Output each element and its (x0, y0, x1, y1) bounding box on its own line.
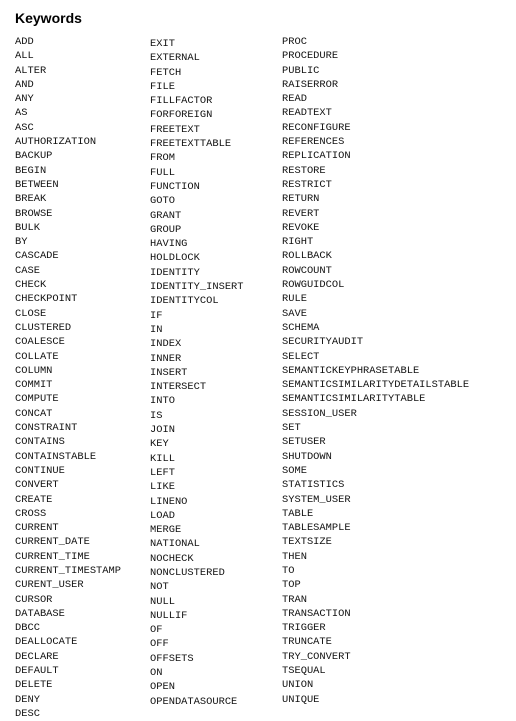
keyword-item: CONSTRAINT (15, 422, 78, 435)
keyword-item: ASC (15, 121, 34, 134)
keyword-item: STATISTICS (282, 479, 345, 492)
keyword-item: GOTO (150, 195, 175, 208)
keyword-item: AND (15, 78, 34, 91)
page-title: Keywords (15, 10, 82, 26)
keyword-item: SESSION_USER (282, 407, 357, 420)
keyword-item: DESC (15, 707, 40, 720)
keyword-item: CLUSTERED (15, 321, 72, 334)
keyword-item: INTERSECT (150, 381, 207, 394)
keyword-item: KEY (150, 438, 169, 451)
keyword-item: RECONFIGURE (282, 121, 351, 134)
keyword-item: LINENO (150, 495, 188, 508)
keyword-item: DEALLOCATE (15, 636, 78, 649)
keyword-item: LIKE (150, 481, 175, 494)
keyword-item: PROCEDURE (282, 50, 339, 63)
keyword-item: CROSS (15, 507, 47, 520)
keyword-item: BULK (15, 221, 40, 234)
keyword-item: BACKUP (15, 150, 53, 163)
keyword-item: DBCC (15, 622, 40, 635)
keyword-item: THEN (282, 550, 307, 563)
keyword-item: UNION (282, 679, 314, 692)
keyword-item: SET (282, 422, 301, 435)
keyword-item: UNIQUE (282, 693, 320, 706)
keyword-item: ROWCOUNT (282, 264, 332, 277)
keyword-item: HAVING (150, 238, 188, 251)
keyword-item: FILE (150, 80, 175, 93)
keyword-item: TABLESAMPLE (282, 522, 351, 535)
keyword-item: RAISERROR (282, 78, 339, 91)
keyword-item: TABLE (282, 507, 314, 520)
keyword-item: CASE (15, 264, 40, 277)
keyword-item: SYSTEM_USER (282, 493, 351, 506)
keyword-item: FETCH (150, 66, 182, 79)
keyword-item: NATIONAL (150, 538, 200, 551)
keyword-item: CURRENT_DATE (15, 536, 90, 549)
keyword-item: MERGE (150, 524, 182, 537)
keyword-item: INSERT (150, 366, 188, 379)
keyword-item: CONVERT (15, 479, 59, 492)
keyword-item: REPLICATION (282, 150, 351, 163)
keyword-item: COMMIT (15, 379, 53, 392)
keyword-item: CHECKPOINT (15, 293, 78, 306)
keyword-item: BY (15, 236, 28, 249)
keyword-item: IN (150, 323, 163, 336)
keyword-item: ON (150, 667, 163, 680)
keyword-item: TEXTSIZE (282, 536, 332, 549)
keyword-item: PUBLIC (282, 64, 320, 77)
keyword-item: TRIGGER (282, 622, 326, 635)
keyword-item: IDENTITY (150, 266, 200, 279)
keyword-item: SCHEMA (282, 321, 320, 334)
keyword-item: DELETE (15, 679, 53, 692)
keyword-item: CURRENT_TIME (15, 550, 90, 563)
keyword-item: OPEN (150, 681, 175, 694)
keyword-item: FREETEXT (150, 123, 200, 136)
keyword-item: RULE (282, 293, 307, 306)
keyword-column-1 (15, 35, 122, 720)
keyword-item: CLOSE (15, 307, 47, 320)
keyword-item: ADD (15, 36, 34, 48)
keyword-item: REFERENCES (282, 136, 345, 149)
keyword-item: CASCADE (15, 250, 59, 263)
keyword-item: ALL (15, 50, 34, 63)
keyword-item: CREATE (15, 493, 53, 506)
keyword-item: SETUSER (282, 436, 326, 449)
keyword-item: TRAN (282, 593, 307, 606)
keyword-item: FROM (150, 152, 175, 165)
keyword-item: HOLDLOCK (150, 252, 200, 265)
keyword-item: CURRENT_TIMESTAMP (15, 564, 122, 577)
keyword-item: TSEQUAL (282, 665, 326, 678)
keyword-item: ROWGUIDCOL (282, 279, 345, 292)
keyword-item: CONTAINS (15, 436, 65, 449)
keyword-item: CONCAT (15, 407, 53, 420)
keyword-item: TO (282, 564, 295, 577)
keyword-item: DATABASE (15, 607, 65, 620)
keyword-item: BEGIN (15, 164, 47, 177)
keyword-item: NOT (150, 581, 169, 594)
keyword-item: BETWEEN (15, 178, 59, 191)
keyword-item: IF (150, 309, 163, 322)
keyword-item: OF (150, 624, 163, 637)
keyword-item: READ (282, 93, 307, 106)
keyword-item: RESTRICT (282, 178, 332, 191)
keyword-item: IS (150, 409, 163, 422)
keyword-item: EXIT (150, 38, 175, 50)
keyword-item: FUNCTION (150, 180, 200, 193)
keyword-item: READTEXT (282, 107, 332, 120)
keyword-item: SAVE (282, 307, 307, 320)
keyword-item: SEMANTICSIMILARITYTABLE (282, 393, 426, 406)
keyword-item: BROWSE (15, 207, 53, 220)
keyword-item: SEMANTICKEYPHRASETABLE (282, 364, 420, 377)
keyword-item: FULL (150, 166, 175, 179)
keyword-item: LEFT (150, 466, 175, 479)
keyword-item: SOME (282, 464, 307, 477)
keyword-item: REVOKE (282, 221, 320, 234)
keyword-item: DECLARE (15, 650, 59, 663)
keyword-item: REVERT (282, 207, 320, 220)
keyword-item: OPENDATASOURCE (150, 695, 238, 708)
keyword-item: NOCHECK (150, 552, 194, 565)
keyword-item: OFF (150, 638, 169, 651)
keyword-item: FREETEXTTABLE (150, 138, 232, 151)
keyword-item: KILL (150, 452, 175, 465)
keyword-item: CHECK (15, 279, 47, 292)
keyword-item: CONTINUE (15, 464, 65, 477)
keyword-item: PROC (282, 36, 307, 48)
keyword-item: ROLLBACK (282, 250, 332, 263)
keyword-item: OFFSETS (150, 652, 194, 665)
keyword-item: TRANSACTION (282, 607, 351, 620)
keyword-item: ANY (15, 93, 34, 106)
keyword-item: DEFAULT (15, 665, 59, 678)
keyword-item: EXTERNAL (150, 52, 200, 65)
keyword-item: FORFOREIGN (150, 109, 213, 122)
keyword-item: INNER (150, 352, 182, 365)
keyword-item: CURSOR (15, 593, 53, 606)
keyword-column-3 (282, 35, 469, 707)
keyword-item: RETURN (282, 193, 320, 206)
keyword-item: LOAD (150, 509, 175, 522)
keyword-item: RESTORE (282, 164, 326, 177)
keyword-item: SEMANTICSIMILARITYDETAILSTABLE (282, 379, 470, 392)
keyword-item: DENY (15, 693, 40, 706)
keyword-item: TRY_CONVERT (282, 650, 351, 663)
keyword-item: TRUNCATE (282, 636, 332, 649)
keyword-item: FILLFACTOR (150, 95, 213, 108)
keyword-column-2 (150, 37, 244, 709)
keyword-item: IDENTITY_INSERT (150, 281, 244, 294)
keyword-item: AS (15, 107, 28, 120)
keyword-item: JOIN (150, 424, 175, 437)
keyword-item: NONCLUSTERED (150, 566, 225, 579)
keyword-item: COMPUTE (15, 393, 59, 406)
keyword-item: ALTER (15, 64, 47, 77)
keyword-item: COLLATE (15, 350, 59, 363)
keyword-item: CONTAINSTABLE (15, 450, 97, 463)
keyword-item: TOP (282, 579, 301, 592)
keyword-item: SHUTDOWN (282, 450, 332, 463)
keyword-item: RIGHT (282, 236, 314, 249)
keyword-item: NULL (150, 595, 175, 608)
keyword-item: INTO (150, 395, 175, 408)
keyword-item: SECURITYAUDIT (282, 336, 364, 349)
keyword-item: INDEX (150, 338, 182, 351)
keyword-item: IDENTITYCOL (150, 295, 219, 308)
keyword-item: COALESCE (15, 336, 65, 349)
keyword-item: NULLIF (150, 609, 188, 622)
keyword-item: GRANT (150, 209, 182, 222)
keyword-item: CURRENT (15, 522, 59, 535)
keyword-item: GROUP (150, 223, 182, 236)
keyword-item: AUTHORIZATION (15, 136, 97, 149)
keyword-item: CURENT_USER (15, 579, 84, 592)
keyword-item: SELECT (282, 350, 320, 363)
keyword-item: COLUMN (15, 364, 53, 377)
keyword-item: BREAK (15, 193, 47, 206)
